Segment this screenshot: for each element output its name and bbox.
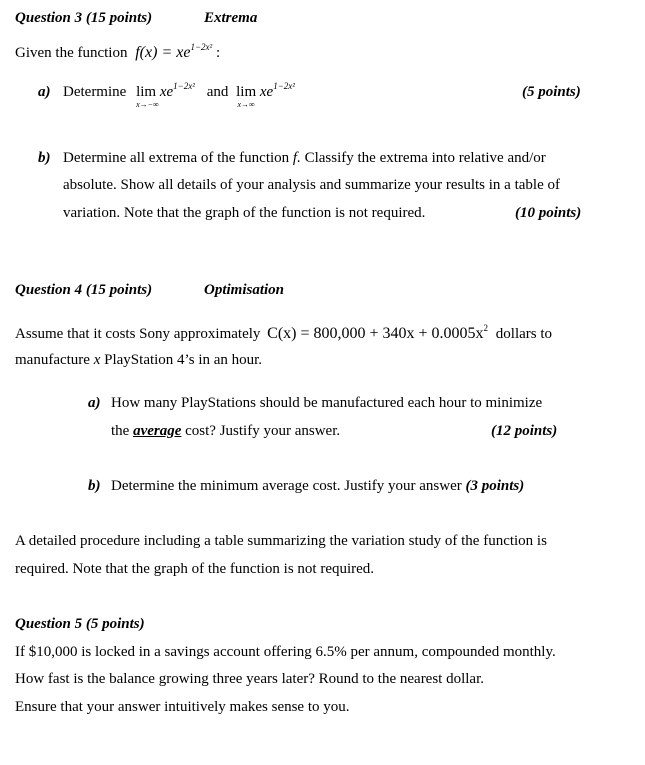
- q4-b-text: Determine the minimum average cost. Justify your answer: [111, 478, 462, 494]
- q4-a-line2-average: average: [133, 423, 182, 439]
- q4-a-label: a): [88, 395, 101, 411]
- q4-a-line2-pre: the: [111, 423, 130, 439]
- lim-subscript-neg-inf: x→−∞: [136, 100, 159, 109]
- q4-intro1-post: dollars to: [495, 326, 553, 342]
- q3-a-line: [63, 81, 295, 109]
- q4-intro2-x: x: [93, 352, 101, 368]
- q3-function: [135, 44, 212, 61]
- q3-b-line1-f: f.: [292, 150, 301, 166]
- q4-cost-function-exponent: 2: [483, 323, 489, 333]
- q4-b-points: (3 points): [465, 478, 525, 494]
- q3-a-label: a): [38, 84, 51, 100]
- q4-a-line2-post: cost? Justify your answer.: [185, 423, 341, 439]
- q4-topic: Optimisation: [204, 282, 285, 298]
- q4-a-line1: How many PlayStations should be manufactured each hour to minimize: [111, 395, 543, 411]
- q3-heading: Question 3 (15 points): [15, 10, 153, 26]
- q5-line1: If $10,000 is locked in a savings account offering 6.5% per annum, compounded monthly.: [15, 644, 556, 660]
- q4-a-line2: [111, 423, 340, 440]
- q4-note-line2: required. Note that the graph of the function is not required.: [15, 561, 375, 577]
- q3-topic: Extrema: [204, 10, 258, 26]
- q4-heading: Question 4 (15 points): [15, 282, 153, 298]
- lim-word: lim: [136, 84, 157, 100]
- q3-a-text: Determine: [63, 84, 127, 100]
- q4-cost-function: [267, 325, 488, 342]
- q3-given-line: [15, 44, 220, 62]
- q3-b-label: b): [38, 150, 51, 166]
- q3-function-lhs: f(x) = xe: [135, 44, 191, 61]
- lim-expr-base: xe: [259, 84, 274, 100]
- q3-given-suffix: :: [215, 45, 221, 61]
- q5-line2: How fast is the balance growing three years later? Round to the nearest dollar.: [15, 671, 485, 687]
- q4-note-line1: A detailed procedure including a table summarizing the variation study of the function is: [15, 533, 547, 549]
- q3-a-points: (5 points): [522, 84, 581, 100]
- q3-a-and: and: [206, 84, 229, 100]
- q4-b-label: b): [88, 478, 101, 494]
- q3-b-line1-pre: Determine all extrema of the function: [63, 150, 290, 166]
- lim-expr-exponent: 1−2x²: [273, 81, 295, 91]
- lim-word: lim: [236, 84, 257, 100]
- q4-intro2-pre: manufacture: [15, 352, 90, 368]
- lim-expr-exponent: 1−2x²: [173, 81, 195, 91]
- q3-a-limit-2: [236, 84, 257, 109]
- q5-heading: Question 5 (5 points): [15, 616, 145, 632]
- q4-intro2-post: PlayStation 4’s in an hour.: [104, 352, 263, 368]
- q3-b-line2: absolute. Show all details of your analysis and summarize your results in a table of: [63, 177, 560, 193]
- lim-subscript-pos-inf: x→∞: [237, 100, 255, 109]
- q4-intro-line2: [15, 352, 262, 369]
- lim-expr-base: xe: [159, 84, 174, 100]
- q3-b-line1: [63, 150, 546, 167]
- q3-given-prefix: Given the function: [15, 45, 128, 61]
- q3-b-points: (10 points): [515, 205, 582, 221]
- q4-a-points: (12 points): [491, 423, 558, 439]
- q3-a-limit-1: [136, 84, 159, 109]
- q3-b-line1-post: Classify the extrema into relative and/or: [304, 150, 546, 166]
- lim-expression-1: [159, 81, 195, 100]
- q4-intro1-pre: Assume that it costs Sony approximately: [15, 326, 261, 342]
- q4-b-line: [111, 478, 524, 495]
- q5-line3: Ensure that your answer intuitively makes sense to you.: [15, 699, 350, 715]
- q3-b-line3: variation. Note that the graph of the function is not required.: [63, 205, 426, 221]
- q3-function-exponent: 1−2x²: [190, 42, 213, 52]
- lim-expression-2: [259, 81, 295, 100]
- q4-intro-line1: [15, 325, 552, 343]
- q4-cost-function-base: C(x) = 800,000 + 340x + 0.0005x: [267, 325, 484, 342]
